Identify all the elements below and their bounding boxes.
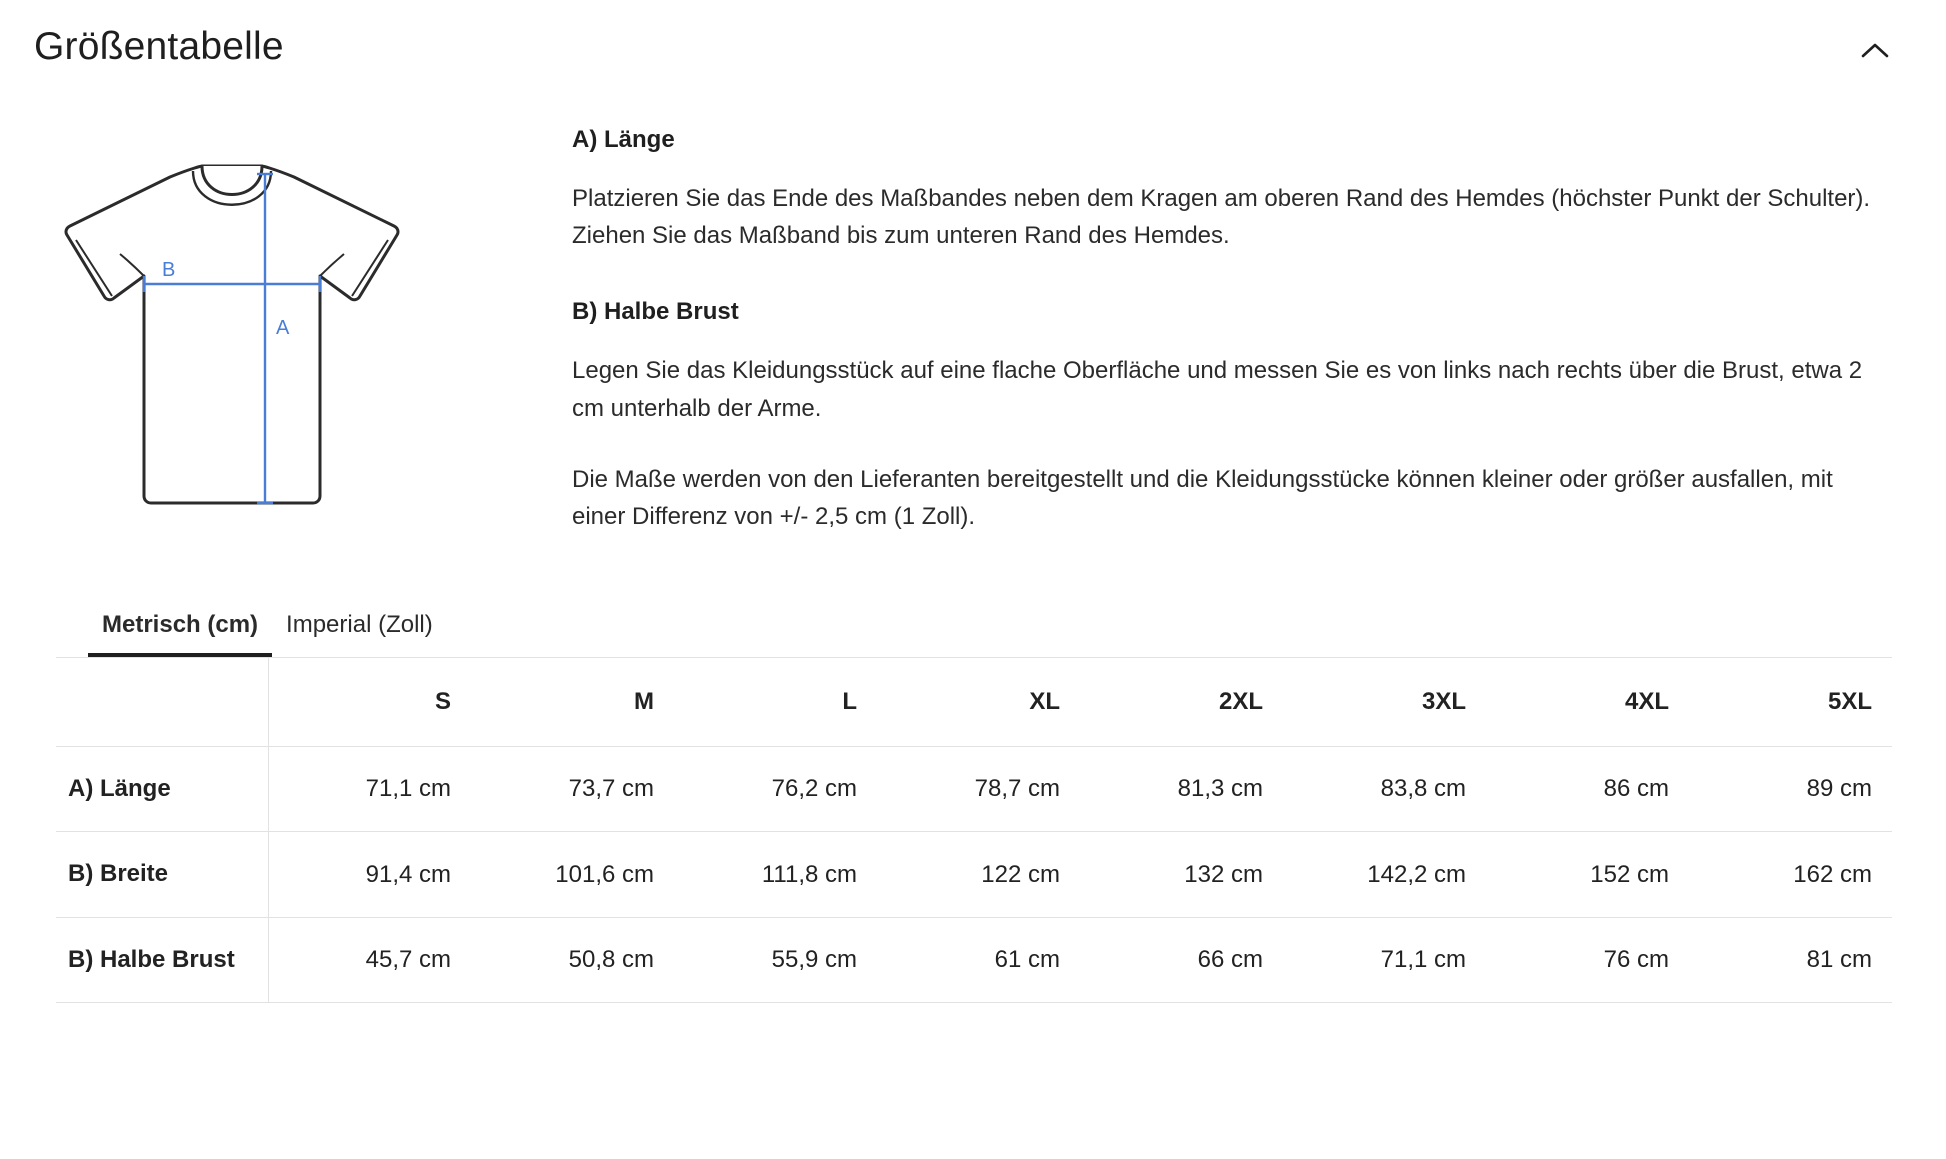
instruction-heading-b: B) Halbe Brust (572, 298, 739, 326)
instructions-block (482, 126, 1902, 535)
chevron-up-icon (1858, 34, 1892, 68)
column-header-l: L (674, 658, 877, 747)
instruction-text-b: Legen Sie das Kleidungsstück auf eine flache Oberfläche und messen Sie es von links nach rechts über die Brust, etwa 2 cm unterhalb der Arme. (572, 357, 1863, 422)
cell-length-xl: 78,7 cm (877, 747, 1080, 832)
cell-length-m: 73,7 cm (471, 747, 674, 832)
collapse-toggle-button[interactable] (1848, 24, 1902, 78)
cell-width-xl: 122 cm (877, 832, 1080, 917)
cell-halfchest-l: 55,9 cm (674, 917, 877, 1002)
cell-length-s: 71,1 cm (268, 747, 471, 832)
size-table-body (56, 747, 1892, 1003)
column-header-4xl: 4XL (1486, 658, 1689, 747)
illustration-label-a: A (276, 317, 290, 339)
size-table-wrapper (34, 657, 1912, 1021)
column-header-xl: XL (877, 658, 1080, 747)
cell-halfchest-s: 45,7 cm (268, 917, 471, 1002)
cell-width-3xl: 142,2 cm (1283, 832, 1486, 917)
table-row (56, 832, 1892, 917)
instruction-text-a: Platzieren Sie das Ende des Maßbandes neben dem Kragen am oberen Rand des Hemdes (höchster Punkt der Schulter). Ziehen Sie das Maßband bis zum unteren Rand des Hemdes. (572, 185, 1871, 250)
cell-width-4xl: 152 cm (1486, 832, 1689, 917)
table-row (56, 747, 1892, 832)
cell-length-2xl: 81,3 cm (1080, 747, 1283, 832)
column-header-m: M (471, 658, 674, 747)
cell-length-3xl: 83,8 cm (1283, 747, 1486, 832)
cell-length-5xl: 89 cm (1689, 747, 1892, 832)
column-header-2xl: 2XL (1080, 658, 1283, 747)
cell-width-5xl: 162 cm (1689, 832, 1892, 917)
panel-header (34, 0, 1912, 78)
instruction-note: Die Maße werden von den Lieferanten bereitgestellt und die Kleidungsstücke können kleiner oder größer ausfallen, mit einer Differenz von +/- 2,5 cm (1 Zoll). (572, 465, 1833, 530)
cell-width-l: 111,8 cm (674, 832, 877, 917)
cell-halfchest-5xl: 81 cm (1689, 917, 1892, 1002)
illustration-label-b: B (162, 259, 176, 281)
cell-width-m: 101,6 cm (471, 832, 674, 917)
row-label-width: B) Breite (56, 832, 268, 917)
page-title: Größentabelle (34, 25, 284, 68)
column-header-5xl: 5XL (1689, 658, 1892, 747)
tab-imperial[interactable]: Imperial (Zoll) (272, 611, 447, 657)
cell-width-s: 91,4 cm (268, 832, 471, 917)
column-header-s: S (268, 658, 471, 747)
cell-length-l: 76,2 cm (674, 747, 877, 832)
cell-width-2xl: 132 cm (1080, 832, 1283, 917)
cell-halfchest-xl: 61 cm (877, 917, 1080, 1002)
tab-metric[interactable]: Metrisch (cm) (88, 611, 272, 657)
tshirt-illustration (52, 126, 482, 549)
size-table-head (56, 658, 1892, 747)
cell-halfchest-3xl: 71,1 cm (1283, 917, 1486, 1002)
chart-content-row (34, 126, 1912, 549)
cell-halfchest-4xl: 76 cm (1486, 917, 1689, 1002)
cell-halfchest-2xl: 66 cm (1080, 917, 1283, 1002)
row-label-length: A) Länge (56, 747, 268, 832)
table-header-row (56, 658, 1892, 747)
row-label-half-chest: B) Halbe Brust (56, 917, 268, 1002)
instruction-heading-a: A) Länge (572, 126, 675, 153)
cell-length-4xl: 86 cm (1486, 747, 1689, 832)
cell-halfchest-m: 50,8 cm (471, 917, 674, 1002)
table-row (56, 917, 1892, 1002)
column-header-3xl: 3XL (1283, 658, 1486, 747)
table-corner-cell (56, 658, 268, 747)
table-bottom-spacer (56, 1003, 1892, 1021)
size-table (56, 657, 1892, 1003)
tshirt-diagram-icon (52, 144, 452, 544)
unit-tabs (34, 611, 1912, 657)
